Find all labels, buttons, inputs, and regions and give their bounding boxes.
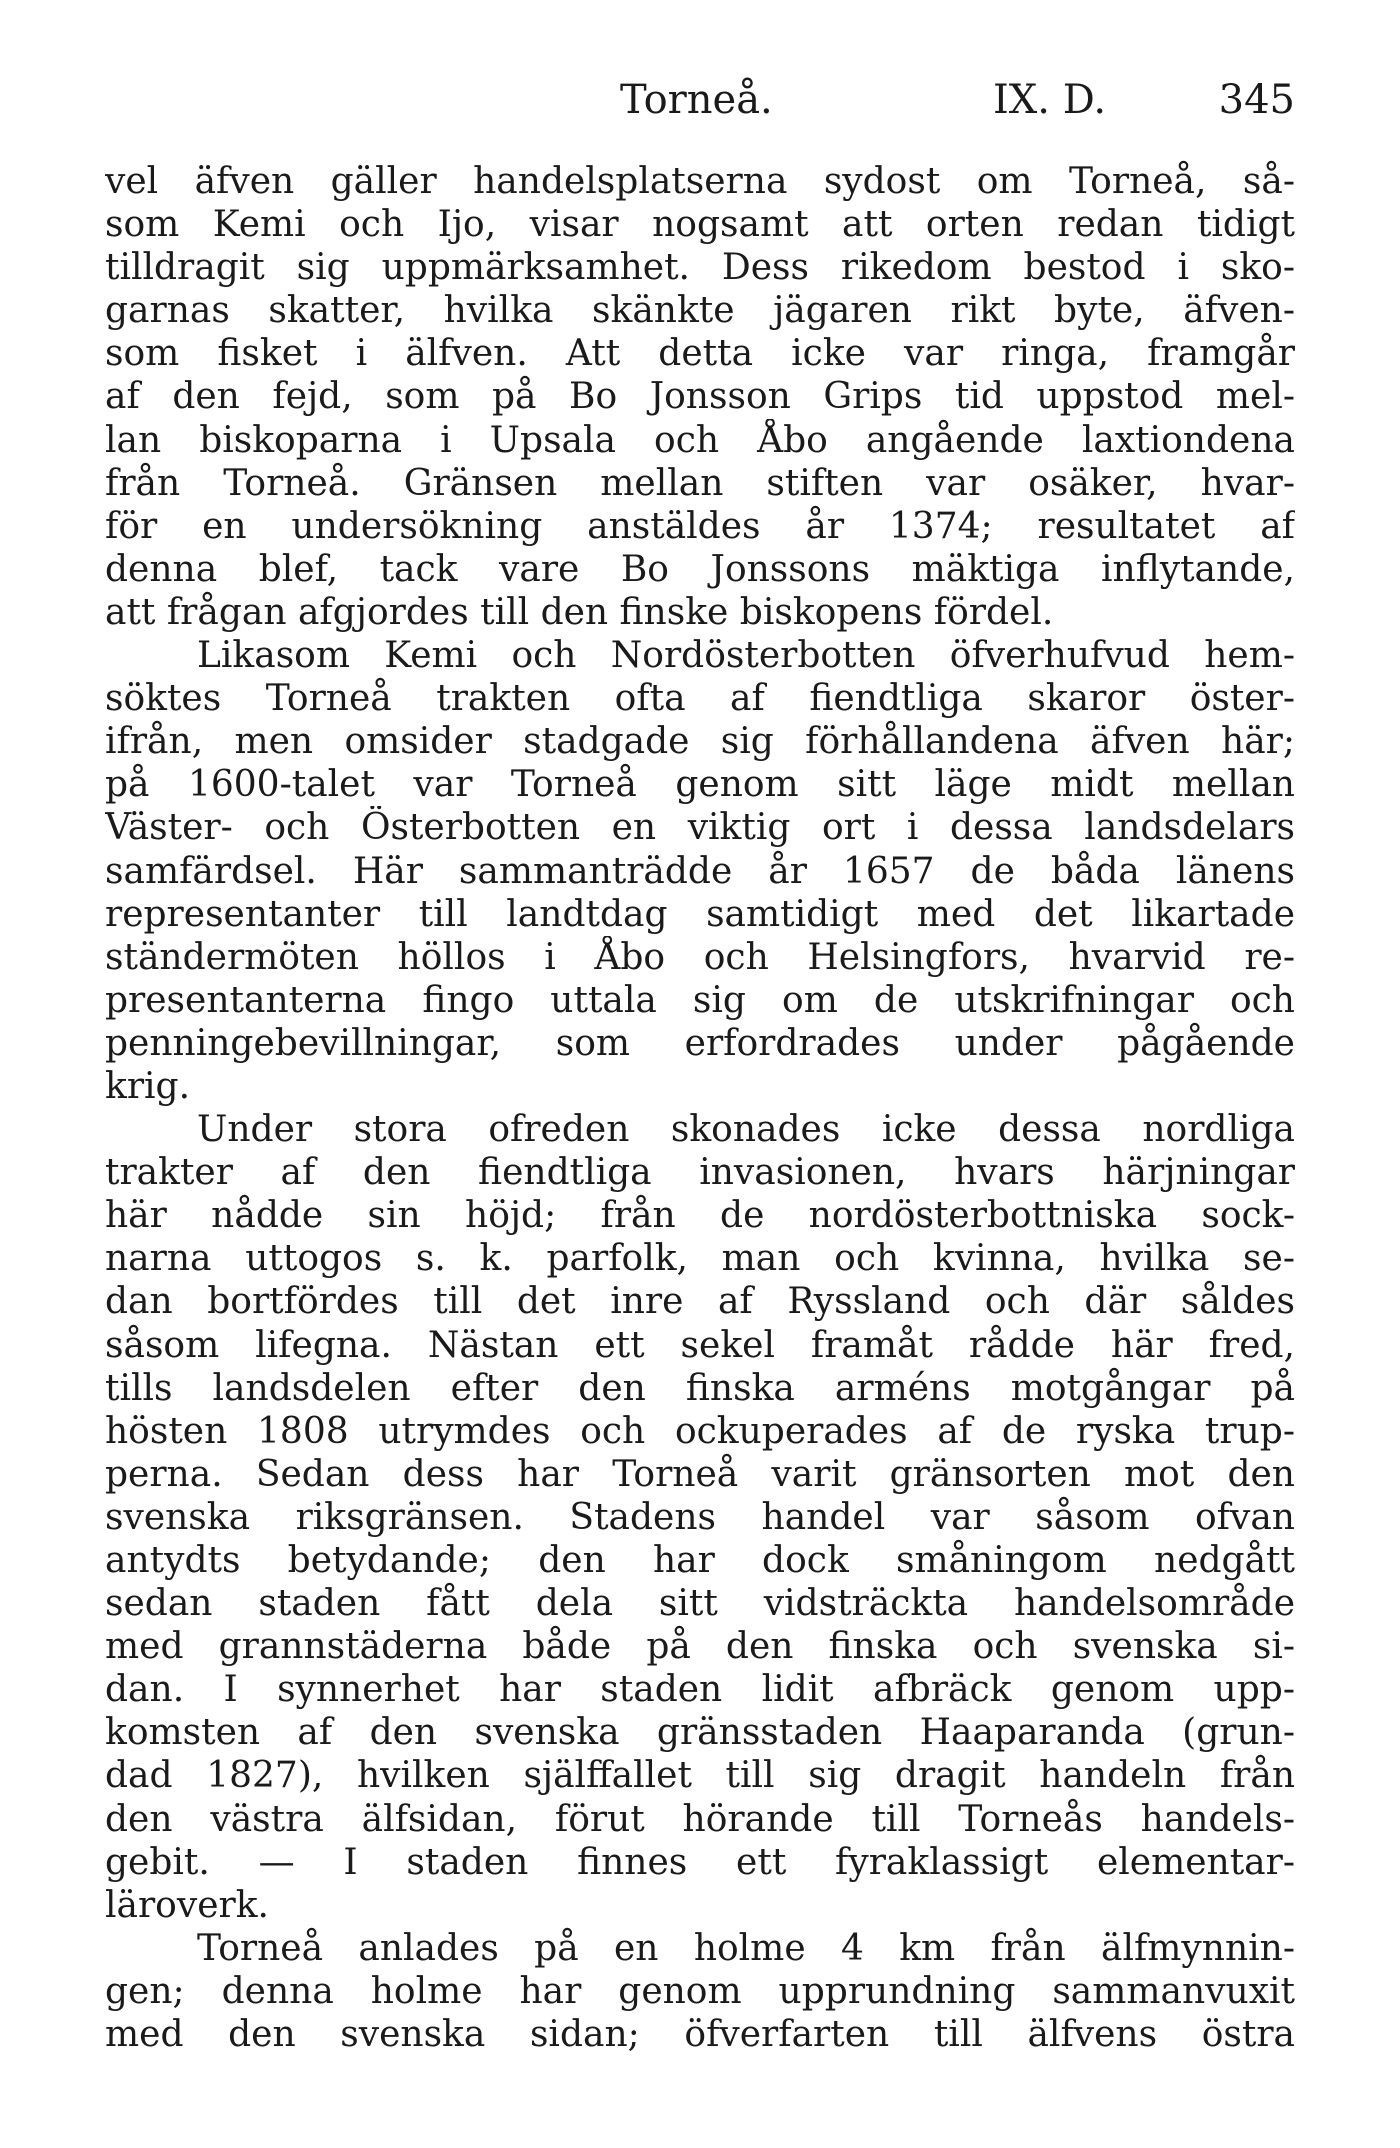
text-line: Likasom Kemi och Nordösterbotten öfverhufvud hem- <box>197 635 1295 677</box>
text-line: med den svenska sidan; öfverfarten till älfvens östra <box>105 2014 1295 2056</box>
text-line: såsom lifegna. Nästan ett sekel framåt rådde här fred, <box>105 1324 1295 1366</box>
text-line: narna uttogos s. k. parfolk, man och kvinna, hvilka se- <box>105 1238 1295 1280</box>
text-line: garnas skatter, hvilka skänkte jägaren rikt byte, äfven- <box>105 290 1295 332</box>
text-line: perna. Sedan dess har Torneå varit gränsorten mot den <box>105 1453 1295 1495</box>
text-line: sedan staden fått dela sitt vidsträckta handelsområde <box>105 1583 1295 1625</box>
header-section: IX. D. <box>993 77 1107 123</box>
text-line: trakter af den fiendtliga invasionen, hvars härjningar <box>105 1152 1295 1194</box>
text-line: tilldragit sig uppmärksamhet. Dess rikedom bestod i sko- <box>105 247 1295 289</box>
text-line: presentanterna fingo uttala sig om de utskrifningar och <box>105 979 1295 1021</box>
text-line: gen; denna holme har genom upprundning sammanvuxit <box>105 1970 1295 2012</box>
text-line: denna blef, tack vare Bo Jonssons mäktiga inflytande, <box>105 548 1295 590</box>
text-line: dan. I synnerhet har staden lidit afbräck genom upp- <box>105 1669 1295 1711</box>
text-line: dad 1827), hvilken själffallet till sig dragit handeln från <box>105 1755 1295 1797</box>
text-line: läroverk. <box>105 1884 269 1926</box>
text-line: på 1600-talet var Torneå genom sitt läge midt mellan <box>105 764 1295 806</box>
text-line: för en undersökning anstäldes år 1374; resultatet af <box>105 505 1295 547</box>
text-line: från Torneå. Gränsen mellan stiften var osäker, hvar- <box>105 462 1295 504</box>
text-line: svenska riksgränsen. Stadens handel var såsom ofvan <box>105 1496 1295 1538</box>
text-line: tills landsdelen efter den finska arméns motgångar på <box>105 1367 1295 1409</box>
body-text <box>105 160 1295 2056</box>
text-line: här nådde sin höjd; från de nordösterbottniska sock- <box>105 1195 1295 1237</box>
text-line: lan biskoparna i Upsala och Åbo angående laxtiondena <box>105 419 1295 461</box>
text-line: antydts betydande; den har dock småningom nedgått <box>105 1540 1295 1581</box>
running-header <box>105 70 1295 130</box>
text-line: Väster- och Österbotten en viktig ort i dessa landsdelars <box>105 807 1295 849</box>
text-line: söktes Torneå trakten ofta af fiendtliga skaror öster- <box>105 678 1295 720</box>
text-line: hösten 1808 utrymdes och ockuperades af de ryska trup- <box>105 1410 1295 1452</box>
text-line: af den fejd, som på Bo Jonsson Grips tid uppstod mel- <box>105 376 1295 418</box>
text-line: att frågan afgjordes till den finske biskopens fördel. <box>105 591 1054 633</box>
header-title: Torneå. <box>620 77 773 123</box>
text-line: vel äfven gäller handelsplatserna sydost om Torneå, så- <box>105 161 1295 202</box>
text-line: krig. <box>105 1065 191 1107</box>
text-line: penningebevillningar, som erfordrades under pågående <box>105 1022 1295 1064</box>
text-line: dan bortfördes till det inre af Ryssland och där såldes <box>105 1281 1295 1323</box>
text-line: den västra älfsidan, förut hörande till Torneås handels- <box>105 1798 1295 1840</box>
text-line: representanter till landtdag samtidigt med det likartade <box>105 893 1295 935</box>
text-line: med grannstäderna både på den finska och svenska si- <box>105 1626 1295 1668</box>
text-line: Under stora ofreden skonades icke dessa nordliga <box>197 1109 1295 1151</box>
page-number: 345 <box>1218 77 1295 123</box>
text-line: som fisket i älfven. Att detta icke var ringa, framgår <box>105 333 1295 375</box>
text-line: samfärdsel. Här sammanträdde år 1657 de båda länens <box>105 850 1295 892</box>
text-line: ifrån, men omsider stadgade sig förhållandena äfven här; <box>105 721 1295 763</box>
text-line: komsten af den svenska gränsstaden Haaparanda (grun- <box>105 1712 1295 1754</box>
text-line: gebit. — I staden finnes ett fyraklassigt elementar- <box>105 1841 1295 1883</box>
text-line: som Kemi och Ijo, visar nogsamt att orten redan tidigt <box>105 204 1295 246</box>
text-line: ständermöten höllos i Åbo och Helsingfors, hvarvid re- <box>105 936 1295 978</box>
text-line: Torneå anlades på en holme 4 km från älfmynnin- <box>197 1927 1295 1969</box>
